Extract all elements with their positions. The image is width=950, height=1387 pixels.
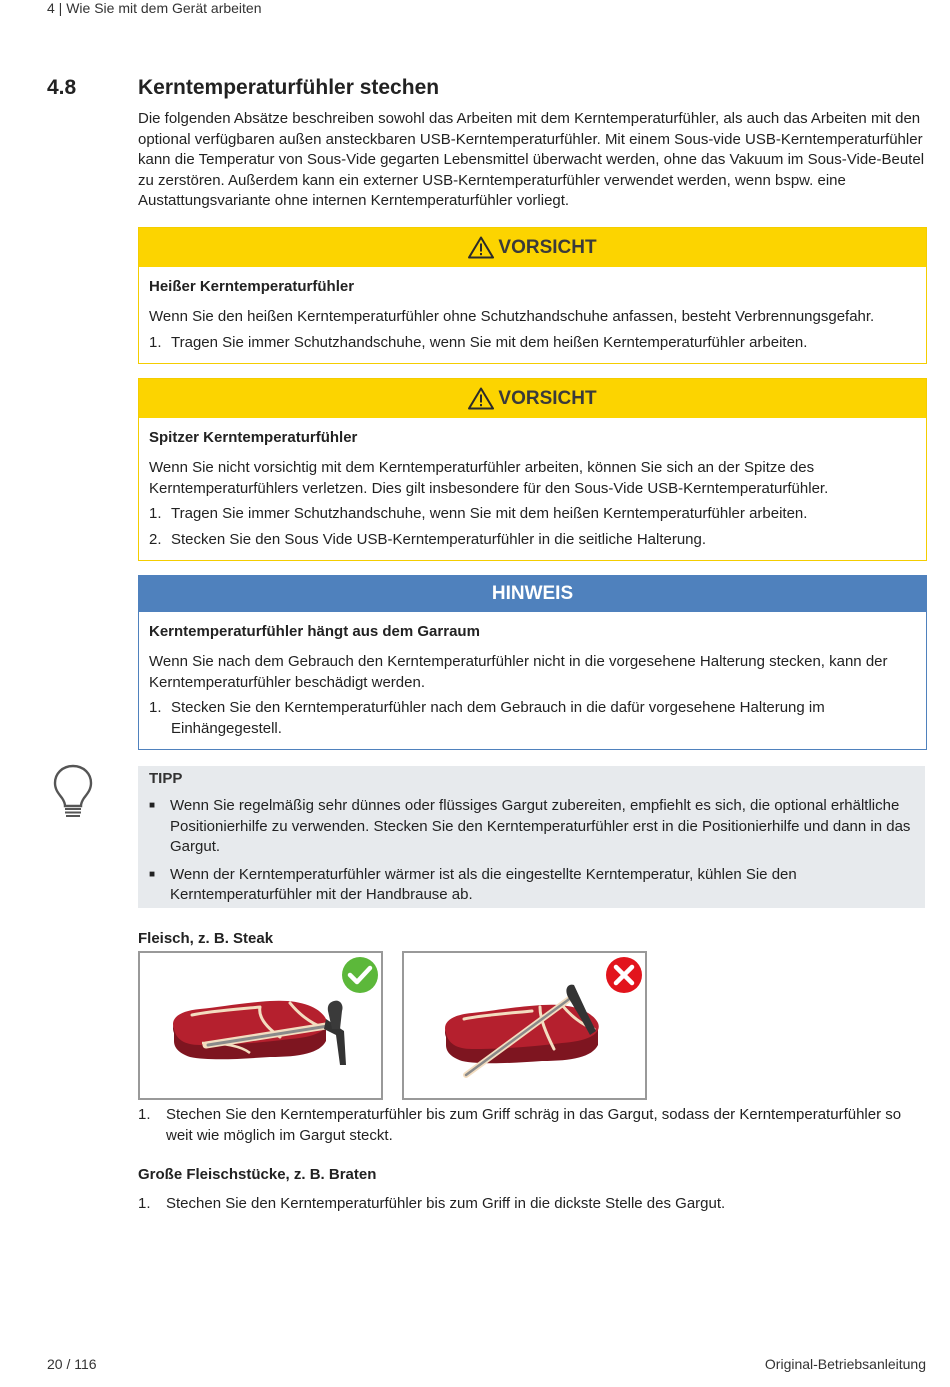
step-text: Stecken Sie den Sous Vide USB-Kerntemperaturfühler in die seitliche Halterung.: [171, 530, 707, 548]
list-item: [149, 796, 919, 858]
warning-text: Wenn Sie nicht vorsichtig mit dem Kerntemperaturfühler arbeiten, können Sie sich an der Spitze des Kerntemperaturfühlers verletzen. Dies gilt insbesondere für den Sous-Vide USB-Kerntemperaturfühler.: [149, 459, 829, 497]
document-title: Original-Betriebsanleitung: [764, 1356, 926, 1372]
list-item: [149, 530, 916, 551]
warning-subtitle: Heißer Kerntemperaturfühler: [149, 278, 355, 295]
steak-wrong-image: [402, 951, 647, 1100]
step-number: 1.: [149, 505, 162, 522]
step-text: Stechen Sie den Kerntemperaturfühler bis zum Griff in die dickste Stelle des Gargut.: [166, 1195, 726, 1212]
hint-header: HINWEIS: [139, 576, 926, 612]
bullet-icon: ■: [149, 868, 156, 880]
warning-subtitle: Spitzer Kerntemperaturfühler: [149, 429, 358, 446]
step-number: 1.: [138, 1106, 151, 1123]
warning-box-sharp-probe: [138, 378, 927, 561]
warning-box-hot-probe: [138, 227, 927, 364]
running-header: 4 | Wie Sie mit dem Gerät arbeiten: [47, 0, 262, 16]
warning-triangle-icon: [468, 236, 494, 259]
warning-label: VORSICHT: [498, 387, 597, 409]
step-number: 1.: [138, 1195, 151, 1212]
warning-header: [139, 228, 926, 267]
steak-correct-image: [138, 951, 383, 1100]
list-item: [149, 698, 916, 739]
tip-text: Wenn der Kerntemperaturfühler wärmer ist als die eingestellte Kerntemperatur, kühlen Sie den Kerntemperaturfühler mit der Handbrause ab.: [170, 865, 797, 903]
warning-header: [139, 379, 926, 418]
hint-box: [138, 575, 927, 750]
list-item: [149, 865, 919, 906]
tip-box: [138, 766, 925, 908]
list-item: [138, 1105, 928, 1146]
figure-label: Fleisch, z. B. Steak: [138, 930, 274, 947]
step-number: 1.: [149, 333, 162, 351]
bullet-icon: ■: [149, 800, 156, 811]
list-item: [149, 333, 916, 354]
x-circle-icon: [605, 956, 643, 994]
section-number: 4.8: [47, 76, 77, 99]
page-number: 20 / 116: [47, 1356, 97, 1372]
warning-text: Wenn Sie den heißen Kerntemperaturfühler ohne Schutzhandschuhe anfassen, besteht Verbrennungsgefahr.: [149, 308, 875, 325]
subheading-roast: Große Fleischstücke, z. B. Braten: [138, 1166, 377, 1183]
step-text: Stechen Sie den Kerntemperaturfühler bis zum Griff schräg in das Gargut, sodass der Kerntemperaturfühler so weit wie möglich im Gargut steckt.: [166, 1106, 902, 1144]
list-item: [149, 504, 916, 525]
intro-paragraph: Die folgenden Absätze beschreiben sowohl das Arbeiten mit dem Kerntemperaturfühler, als auch das Arbeiten mit den optional verfügbaren außen ansteckbaren USB-Kerntemperaturfühler. Mit einem Sous-vide USB-Kerntemperaturfühler kann die Temperatur von Sous-Vide gegarten Lebensmittel überwacht werden, ohne das Vakuum im Sous-Vide-Beutel zu zerstören. Außerdem kann ein externer USB-Kerntemperaturfühler verwendet werden, wenn bspw. eine Austattungsvariante ohne internen Kerntemperaturfühler vorliegt.: [138, 110, 925, 209]
tip-title: TIPP: [149, 770, 183, 787]
step-text: Stecken Sie den Kerntemperaturfühler nach dem Gebrauch in die dafür vorgesehene Halterung im Einhängegestell.: [171, 699, 825, 737]
warning-label: VORSICHT: [498, 236, 597, 258]
section-title: Kerntemperaturfühler stechen: [138, 76, 440, 99]
step-text: Tragen Sie immer Schutzhandschuhe, wenn Sie mit dem heißen Kerntemperaturfühler arbeiten.: [171, 505, 808, 522]
tip-text: Wenn Sie regelmäßig sehr dünnes oder flüssiges Gargut zubereiten, empfiehlt es sich, die optional erhältliche Positionierhilfe zu verwenden. Stecken Sie den Kerntemperaturfühler erst in die Positionierhilfe und dann in das Gargut.: [170, 797, 911, 855]
warning-triangle-icon: [468, 387, 494, 410]
step-number: 2.: [149, 530, 162, 548]
lightbulb-icon: [52, 763, 94, 824]
step-text: Tragen Sie immer Schutzhandschuhe, wenn Sie mit dem heißen Kerntemperaturfühler arbeiten.: [171, 333, 808, 351]
list-item: [138, 1194, 928, 1215]
hint-text: Wenn Sie nach dem Gebrauch den Kerntemperaturfühler nicht in die vorgesehene Halterung stecken, kann der Kerntemperaturfühler beschädigt werden.: [149, 653, 888, 691]
hint-subtitle: Kerntemperaturfühler hängt aus dem Garraum: [149, 623, 480, 640]
step-number: 1.: [149, 699, 162, 716]
check-circle-icon: [341, 956, 379, 994]
